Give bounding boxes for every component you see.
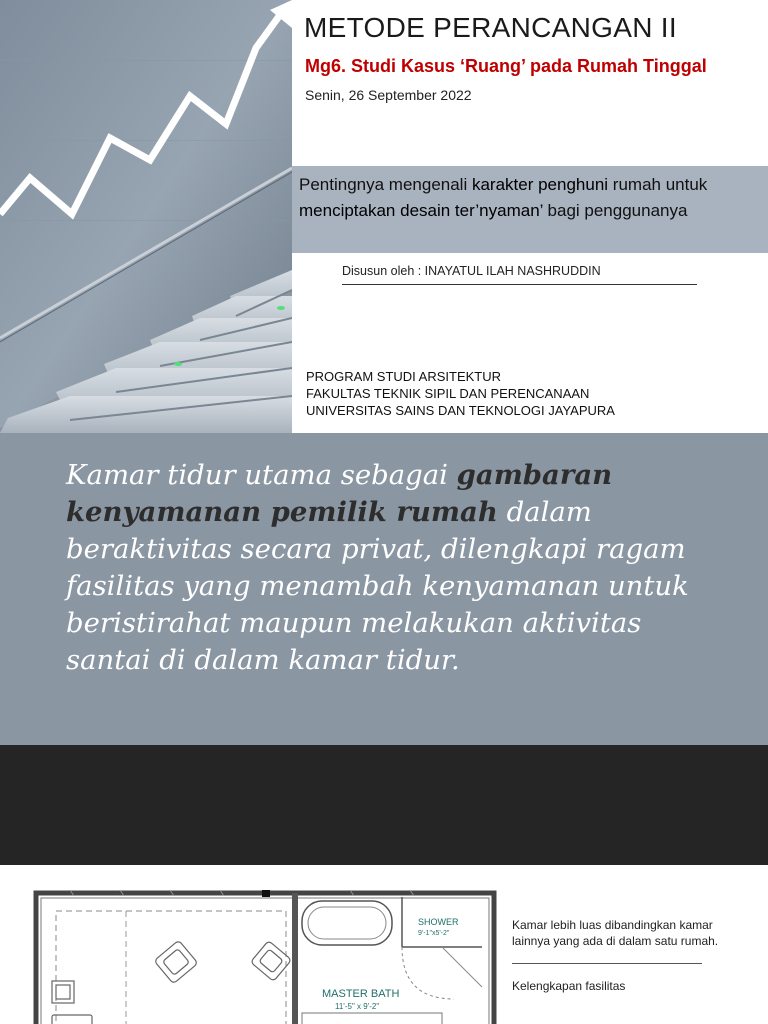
- master-bath-label: MASTER BATH: [322, 988, 400, 1000]
- institution-line: UNIVERSITAS SAINS DAN TEKNOLOGI JAYAPURA: [306, 403, 615, 418]
- quote-slide: [0, 433, 768, 745]
- cover-slide: [0, 0, 768, 433]
- note-divider: [512, 963, 702, 964]
- note-text: Kelengkapan fasilitas: [512, 979, 626, 993]
- note-text: Kamar lebih luas dibandingkan kamar lainnya yang ada di dalam satu rumah.: [512, 918, 719, 948]
- shower-dimension: 9'-1"x5'-2": [418, 930, 450, 937]
- floor-plan-drawing: [30, 887, 500, 1024]
- hero-stairs-image: [0, 0, 292, 433]
- institution-block: [306, 368, 615, 419]
- highlight-band: [292, 166, 768, 253]
- author-line: Disusun oleh : INAYATUL ILAH NASHRUDDIN: [342, 264, 697, 285]
- floorplan-notes: [512, 917, 722, 994]
- floorplan-slide: [0, 865, 768, 1024]
- dark-slide: [0, 745, 768, 865]
- master-bath-dimension: 11'-5" x 9'-2": [335, 1002, 380, 1011]
- institution-line: PROGRAM STUDI ARSITEKTUR: [306, 369, 502, 384]
- quote-text: Kamar tidur utama sebagai gambaran kenyamanan pemilik rumah dalam beraktivitas secara privat, dilengkapi ragam fasilitas yang menambah kenyamanan untuk beristirahat maupun melakukan aktivitas santai di dalam kamar tidur.: [66, 459, 689, 676]
- institution-line: FAKULTAS TEKNIK SIPIL DAN PERENCANAAN: [306, 386, 590, 401]
- highlight-text: Pentingnya mengenali karakter penghuni rumah untuk menciptakan desain ter’nyaman’ bagi penggunanya: [299, 175, 708, 220]
- presentation-subtitle: Mg6. Studi Kasus ‘Ruang’ pada Rumah Tinggal: [305, 56, 707, 76]
- presentation-title: METODE PERANCANGAN II: [304, 12, 677, 43]
- shower-label: SHOWER: [418, 917, 459, 927]
- presentation-date: Senin, 26 September 2022: [305, 87, 472, 103]
